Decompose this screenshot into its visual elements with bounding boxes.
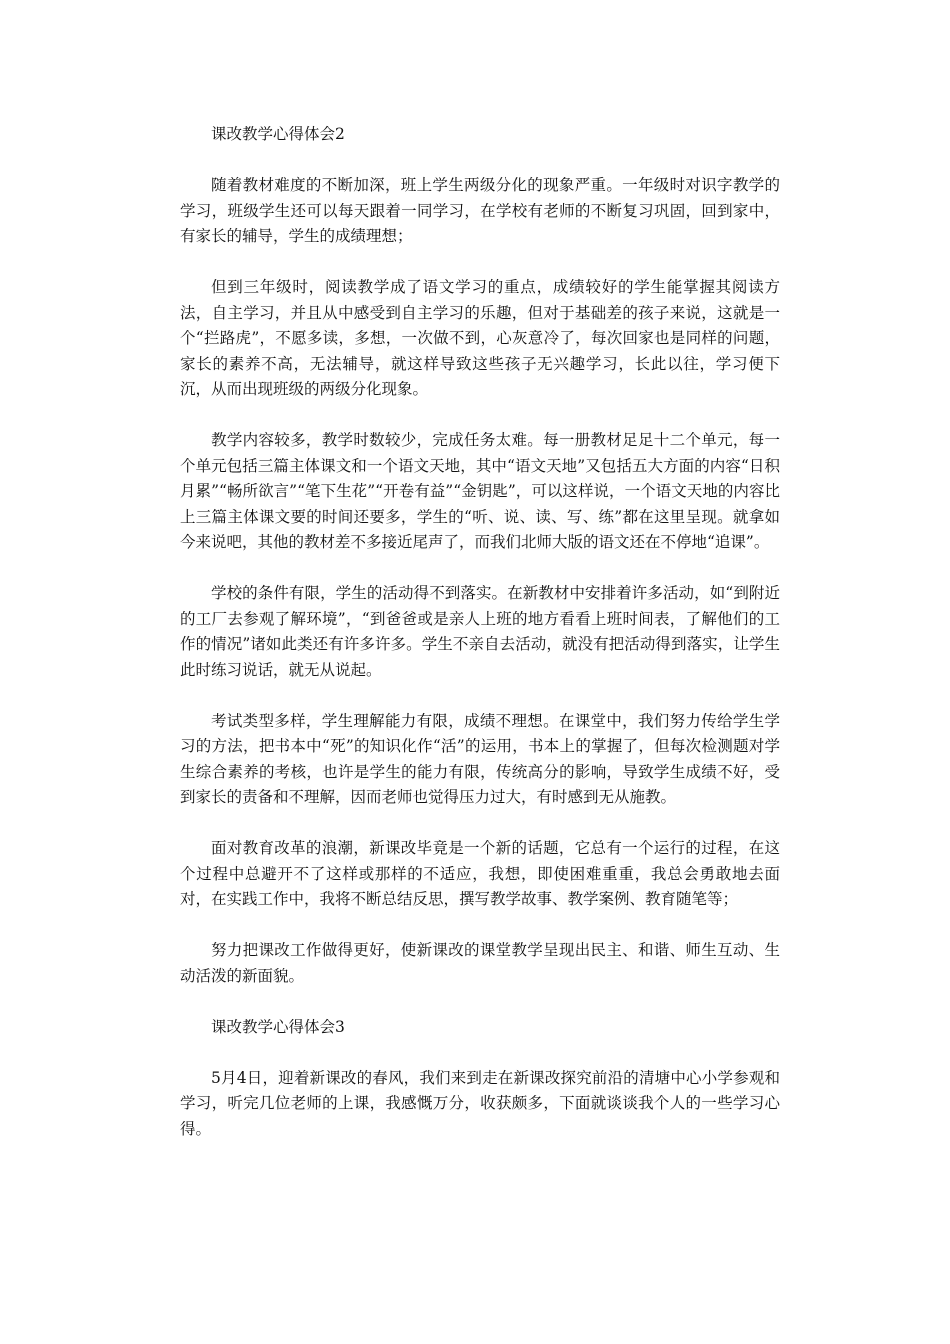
section-title: 课改教学心得体会3 <box>211 1017 345 1036</box>
paragraph: 但到三年级时，阅读教学成了语文学习的重点，成绩较好的学生能掌握其阅读方法，自主学习，并且从中感受到自主学习的乐趣，但对于基础差的孩子来说，这就是一个“拦路虎”，不愿多读，多想，一次做不到，心灰意冷了，每次回家也是同样的问题，家长的素养不高，无法辅导，就这样导致这些孩子无兴趣学习，长此以往，学习便下沉，从而出现班级的两级分化现象。 <box>180 278 780 398</box>
paragraph: 学校的条件有限，学生的活动得不到落实。在新教材中安排着许多活动，如“到附近的工厂去参观了解环境”，“到爸爸或是亲人上班的地方看看上班时间表，了解他们的工作的情况”诸如此类还有许多许多。学生不亲自去活动，就没有把活动得到落实，让学生此时练习说话，就无从说起。 <box>180 584 780 679</box>
section-title: 课改教学心得体会2 <box>211 125 345 143</box>
paragraph: 面对教育改革的浪潮，新课改毕竟是一个新的话题，它总有一个运行的过程，在这个过程中总避开不了这样或那样的不适应，我想，即使困难重重，我总会勇敢地去面对，在实践工作中，我将不断总结反思，撰写教学故事、教学案例、教育随笔等； <box>180 839 780 908</box>
paragraph: 考试类型多样，学生理解能力有限，成绩不理想。在课堂中，我们努力传给学生学习的方法，把书本中“死”的知识化作“活”的运用，书本上的掌握了，但每次检测题对学生综合素养的考核，也许是学生的能力有限，传统高分的影响，导致学生成绩不好，受到家长的责备和不理解，因而老师也觉得压力过大，有时感到无从施教。 <box>180 711 780 806</box>
paragraph: 努力把课改工作做得更好，使新课改的课堂教学呈现出民主、和谐、师生互动、生动活泼的新面貌。 <box>180 941 780 985</box>
paragraph: 教学内容较多，教学时数较少，完成任务太难。每一册教材足足十二个单元，每一个单元包括三篇主体课文和一个语文天地，其中“语文天地”又包括五大方面的内容“日积月累”“畅所欲言”“笔下生花”“开卷有益”“金钥匙”，可以这样说，一个语文天地的内容比上三篇主体课文要的时间还要多，学生的“听、说、读、写、练”都在这里呈现。就拿如今来说吧，其他的教材差不多接近尾声了，而我们北师大版的语文还在不停地“追课”。 <box>180 431 780 551</box>
document-page <box>180 122 780 1142</box>
paragraph: 5月4日，迎着新课改的春风，我们来到走在新课改探究前沿的清塘中心小学参观和学习，听完几位老师的上课，我感慨万分，收获颇多，下面就谈谈我个人的一些学习心得。 <box>180 1068 780 1138</box>
paragraph: 随着教材难度的不断加深，班上学生两级分化的现象严重。一年级时对识字教学的学习，班级学生还可以每天跟着一同学习，在学校有老师的不断复习巩固，回到家中，有家长的辅导，学生的成绩理想； <box>180 176 780 245</box>
